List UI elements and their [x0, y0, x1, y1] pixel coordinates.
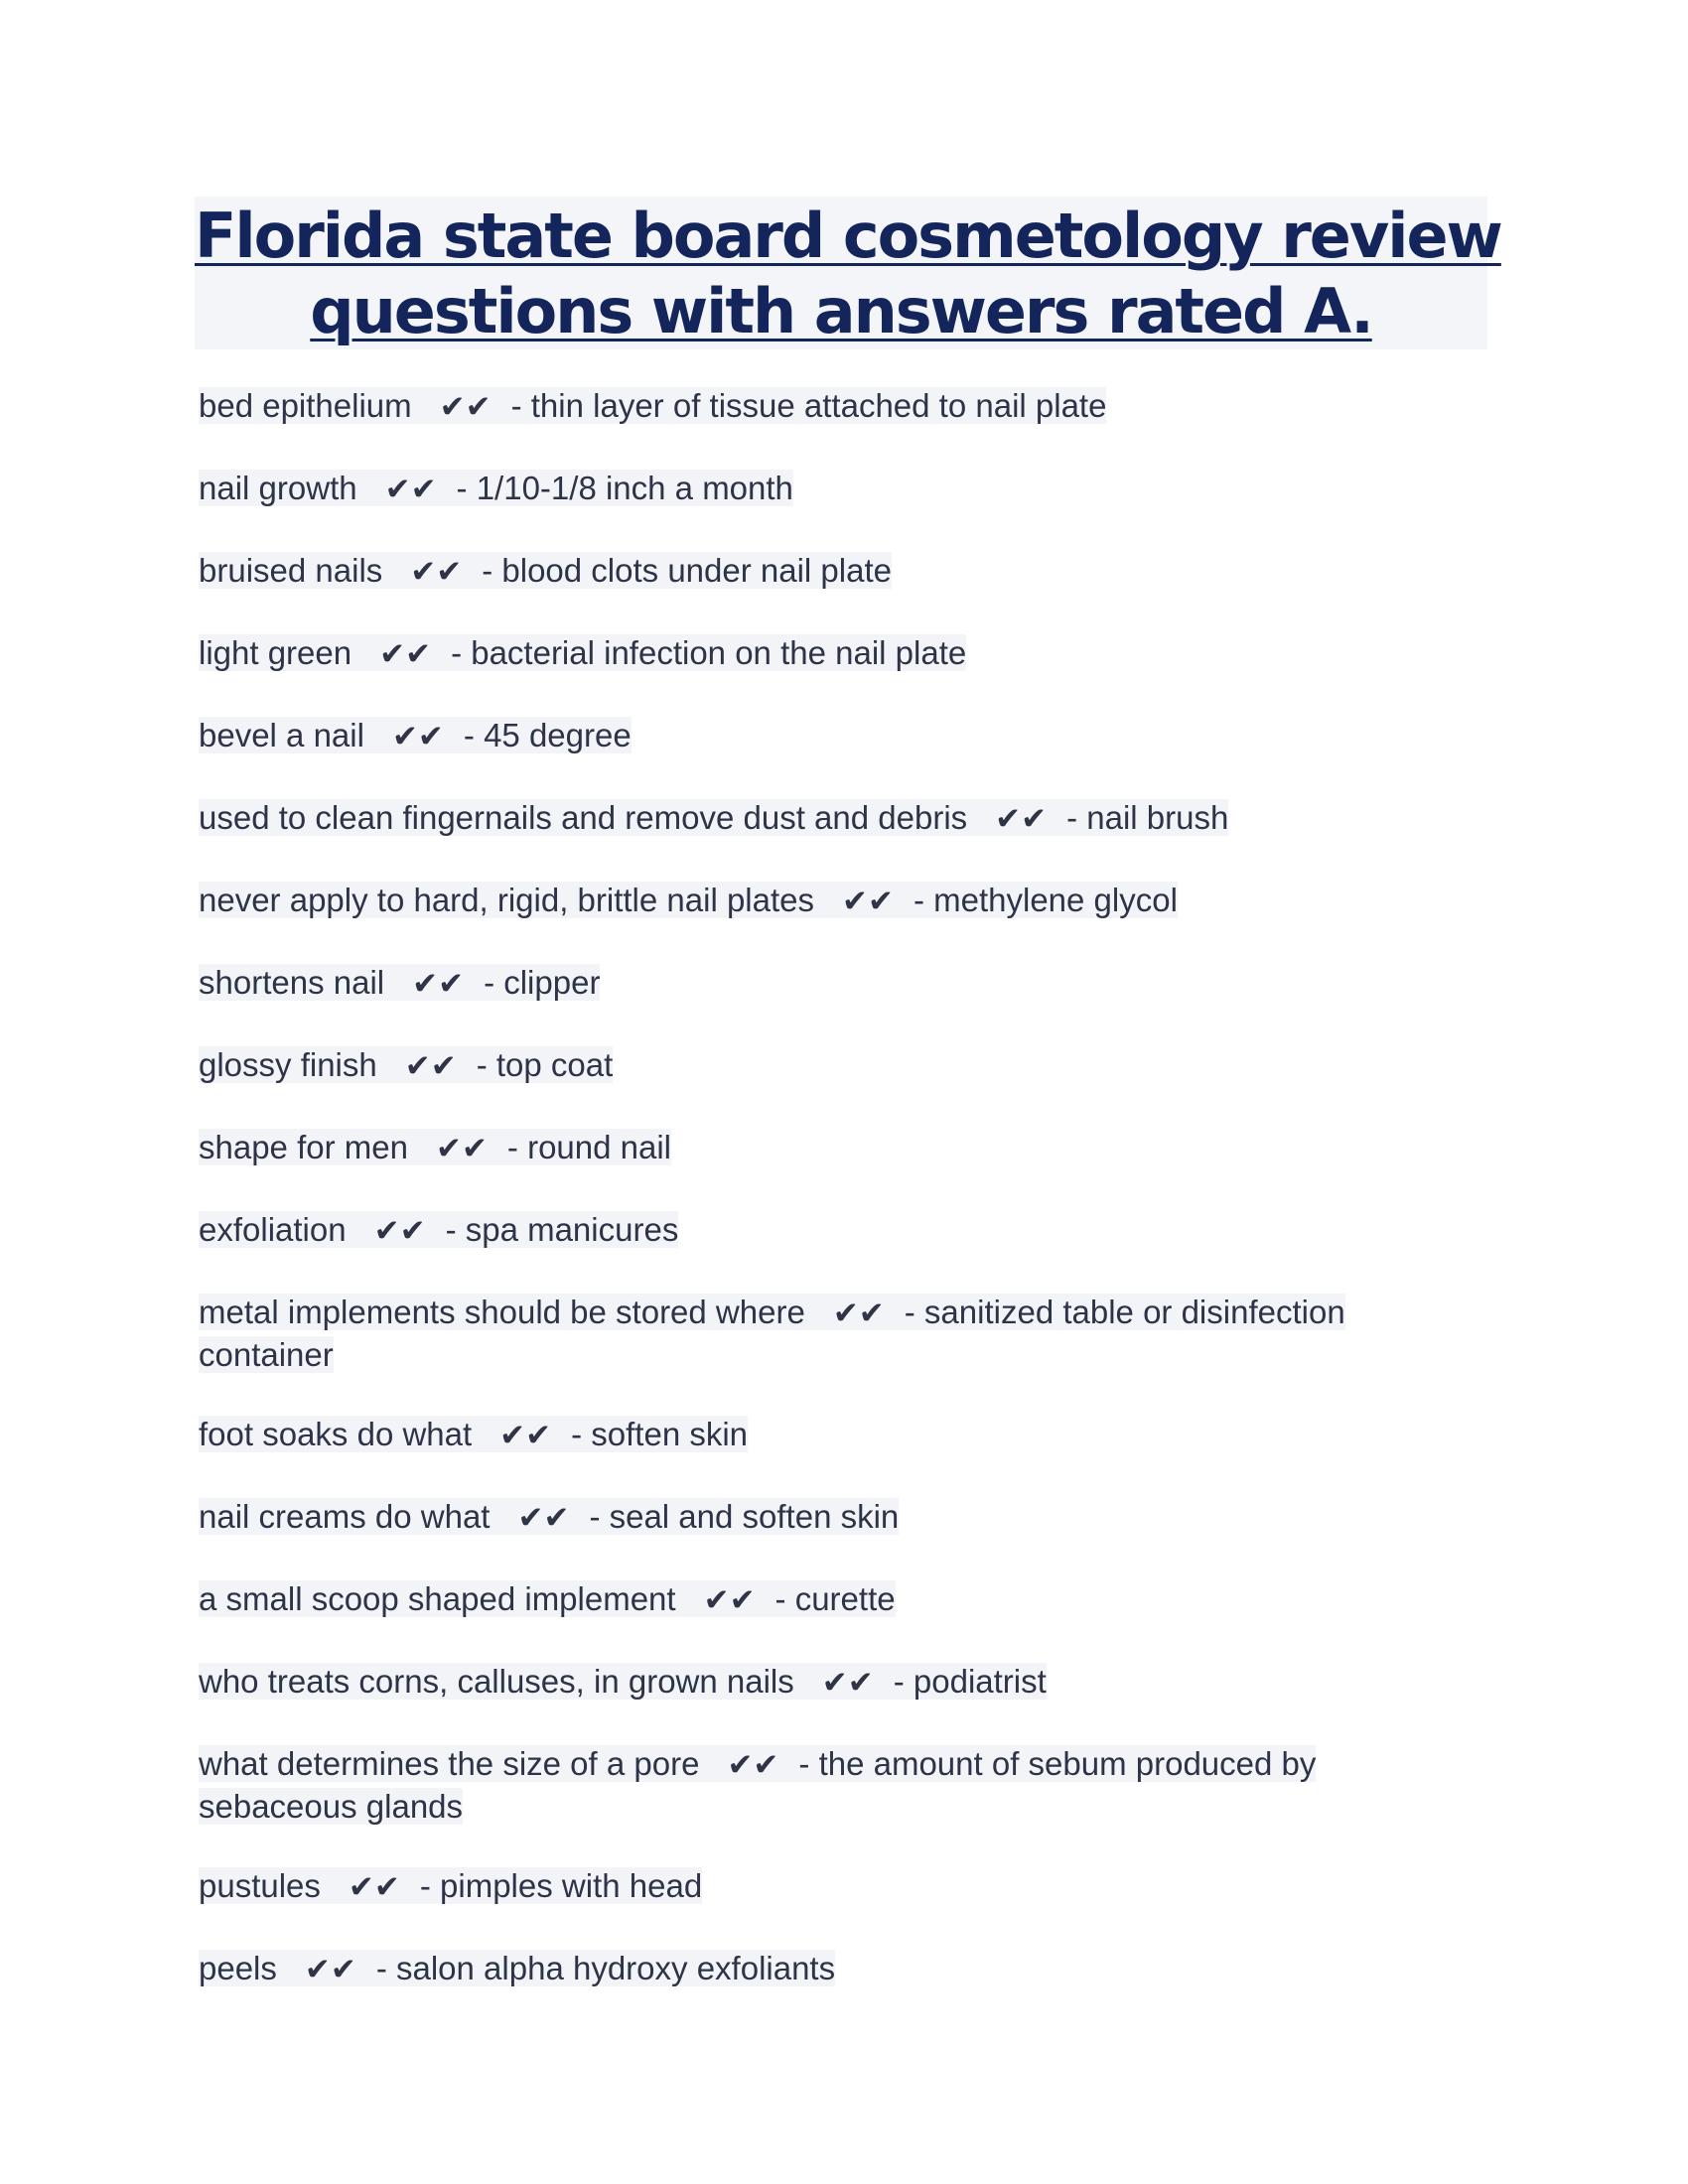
qa-highlight [199, 1950, 835, 1986]
qa-highlight [199, 1498, 899, 1535]
qa-item [199, 632, 1370, 675]
qa-highlight [199, 634, 966, 671]
qa-highlight [199, 387, 1106, 424]
answer-text: - 1/10-1/8 inch a month [456, 470, 793, 506]
qa-item [199, 880, 1370, 922]
title-line-1: Florida state board cosmetology review [195, 200, 1501, 272]
check-icon: ✔✔ [373, 1213, 426, 1249]
qa-item [199, 1661, 1370, 1704]
qa-item [199, 962, 1370, 1005]
answer-text: - pimples with head [419, 1867, 703, 1904]
answer-text: - bacterial infection on the nail plate [451, 634, 967, 671]
question-text: never apply to hard, rigid, brittle nail plates [199, 882, 815, 918]
check-icon: ✔✔ [404, 1048, 457, 1084]
qa-highlight [199, 799, 1228, 836]
qa-highlight [199, 1211, 678, 1248]
question-text: used to clean fingernails and remove dust and debris [199, 799, 968, 836]
question-text: pustules [199, 1867, 321, 1904]
answer-text: - thin layer of tissue attached to nail plate [510, 387, 1107, 424]
qa-highlight [199, 1294, 1345, 1373]
question-text: shape for men [199, 1129, 408, 1165]
check-icon: ✔✔ [384, 472, 437, 507]
check-icon: ✔✔ [499, 1418, 552, 1453]
check-icon: ✔✔ [703, 1582, 756, 1618]
document-title [195, 197, 1501, 349]
qa-highlight [199, 1580, 896, 1617]
qa-highlight [199, 882, 1178, 918]
answer-text: - seal and soften skin [589, 1498, 900, 1535]
answer-text: - round nail [506, 1129, 672, 1165]
check-icon: ✔✔ [517, 1500, 570, 1536]
answer-text: - top coat [476, 1046, 614, 1083]
qa-item [199, 550, 1370, 593]
qa-item [199, 1044, 1370, 1087]
qa-item [199, 1496, 1370, 1539]
answer-text: - curette [774, 1580, 896, 1617]
qa-highlight [199, 1046, 613, 1083]
question-text: who treats corns, calluses, in grown nails [199, 1663, 794, 1700]
check-icon: ✔✔ [842, 884, 894, 919]
check-icon: ✔✔ [379, 636, 432, 672]
qa-highlight [199, 1663, 1047, 1700]
question-text: glossy finish [199, 1046, 377, 1083]
check-icon: ✔✔ [348, 1869, 400, 1905]
question-text: bevel a nail [199, 717, 364, 753]
answer-text: - clipper [484, 964, 601, 1001]
qa-item [199, 715, 1370, 757]
qa-item [199, 1414, 1370, 1456]
answer-text: - salon alpha hydroxy exfoliants [375, 1950, 836, 1986]
answer-text: - nail brush [1066, 799, 1229, 836]
qa-item [199, 797, 1370, 840]
qa-item [199, 1127, 1370, 1169]
question-text: bed epithelium [199, 387, 412, 424]
answer-text: - the amount of sebum produced by sebaceous glands [199, 1745, 1317, 1825]
qa-highlight [199, 1129, 671, 1165]
question-text: metal implements should be stored where [199, 1294, 805, 1330]
qa-item [199, 385, 1370, 428]
check-icon: ✔✔ [391, 719, 444, 754]
check-icon: ✔✔ [995, 801, 1048, 837]
question-text: light green [199, 634, 352, 671]
check-icon: ✔✔ [727, 1747, 779, 1783]
qa-item [199, 1209, 1370, 1252]
check-icon: ✔✔ [410, 554, 463, 590]
question-text: shortens nail [199, 964, 385, 1001]
answer-text: - soften skin [571, 1416, 749, 1452]
answer-text: - blood clots under nail plate [482, 552, 892, 589]
check-icon: ✔✔ [304, 1952, 356, 1987]
answer-text: - methylene glycol [913, 882, 1178, 918]
qa-highlight [199, 552, 892, 589]
qa-item [199, 1865, 1370, 1908]
question-text: bruised nails [199, 552, 383, 589]
question-text: nail growth [199, 470, 357, 506]
question-text: a small scoop shaped implement [199, 1580, 676, 1617]
qa-highlight [199, 1867, 702, 1904]
check-icon: ✔✔ [412, 966, 465, 1002]
qa-item [199, 468, 1370, 510]
qa-item [199, 1578, 1370, 1621]
answer-text: - spa manicures [445, 1211, 679, 1248]
answer-text: - 45 degree [463, 717, 632, 753]
question-text: foot soaks do what [199, 1416, 473, 1452]
qa-list [199, 385, 1370, 2030]
check-icon: ✔✔ [832, 1296, 885, 1331]
qa-highlight [199, 1745, 1316, 1825]
qa-highlight [199, 1416, 748, 1452]
answer-text: - podiatrist [893, 1663, 1047, 1700]
answer-text: - sanitized table or disinfection container [199, 1294, 1345, 1373]
question-text: nail creams do what [199, 1498, 491, 1535]
qa-item [199, 1948, 1370, 1990]
qa-highlight [199, 964, 600, 1001]
check-icon: ✔✔ [435, 1131, 488, 1166]
qa-item [199, 1743, 1370, 1827]
title-line-2: questions with answers rated A. [310, 275, 1372, 347]
qa-highlight [199, 717, 632, 753]
check-icon: ✔✔ [821, 1665, 874, 1701]
question-text: peels [199, 1950, 277, 1986]
check-icon: ✔✔ [439, 389, 492, 425]
qa-item [199, 1292, 1370, 1375]
question-text: what determines the size of a pore [199, 1745, 700, 1782]
question-text: exfoliation [199, 1211, 347, 1248]
qa-highlight [199, 470, 793, 506]
